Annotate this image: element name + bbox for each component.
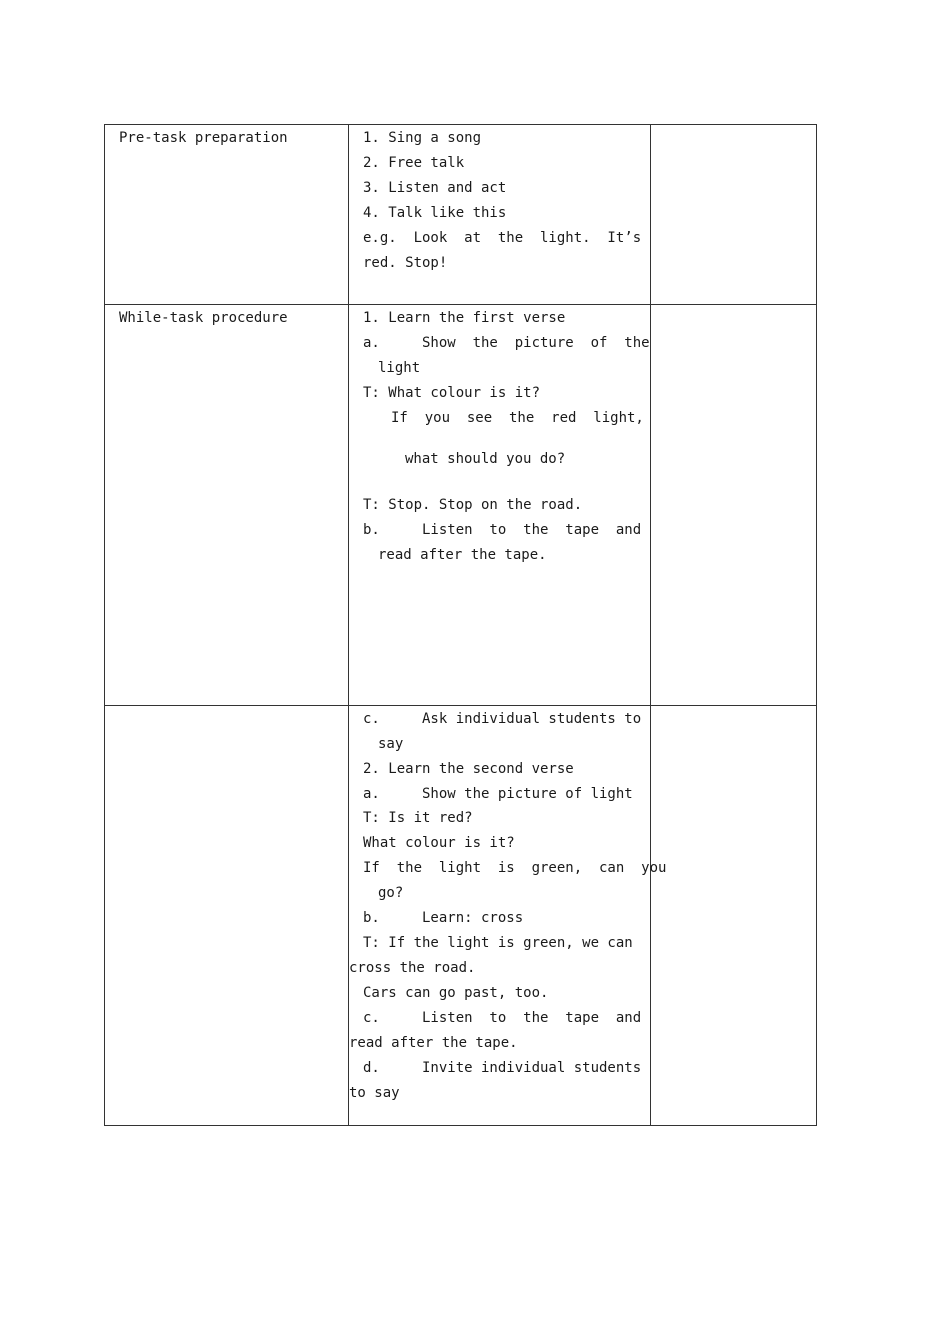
dialogue-line: If you see the red light,	[391, 410, 644, 426]
step-line: 4. Talk like this	[363, 205, 507, 221]
step-line: c. Ask individual students to	[363, 711, 642, 727]
step-line: 1. Learn the first verse	[363, 310, 566, 326]
step-line: b. Listen to the tape and	[363, 522, 642, 538]
step-line: d. Invite individual students	[363, 1060, 642, 1076]
step-line: b. Learn: cross	[363, 910, 524, 926]
step-line: to say	[349, 1085, 400, 1101]
step-line: a. Show the picture of light	[363, 786, 633, 802]
dialogue-line: T: Stop. Stop on the road.	[363, 497, 583, 513]
row-divider	[105, 304, 816, 305]
dialogue-line: what should you do?	[405, 451, 566, 467]
step-line: read after the tape.	[349, 1035, 518, 1051]
dialogue-line: cross the road.	[349, 960, 476, 976]
column-divider	[650, 125, 651, 1125]
dialogue-line: go?	[378, 885, 404, 901]
step-line: 2. Learn the second verse	[363, 761, 574, 777]
step-line: a. Show the picture of the	[363, 335, 650, 351]
step-line: 3. Listen and act	[363, 180, 507, 196]
example-line: red. Stop!	[363, 255, 448, 271]
dialogue-line: T: What colour is it?	[363, 385, 541, 401]
example-line: e.g. Look at the light. It’s	[363, 230, 642, 246]
row-divider	[105, 705, 816, 706]
stage-label: While-task procedure	[119, 310, 288, 326]
step-line: 1. Sing a song	[363, 130, 482, 146]
dialogue-line: Cars can go past, too.	[363, 985, 549, 1001]
dialogue-line: What colour is it?	[363, 835, 515, 851]
step-line: c. Listen to the tape and	[363, 1010, 642, 1026]
step-line: say	[378, 736, 404, 752]
dialogue-line: T: Is it red?	[363, 810, 473, 826]
stage-label: Pre-task preparation	[119, 130, 288, 146]
step-line: read after the tape.	[378, 547, 547, 563]
step-line: 2. Free talk	[363, 155, 465, 171]
dialogue-line: T: If the light is green, we can	[363, 935, 633, 951]
step-line: light	[378, 360, 421, 376]
dialogue-line: If the light is green, can you	[363, 860, 667, 876]
